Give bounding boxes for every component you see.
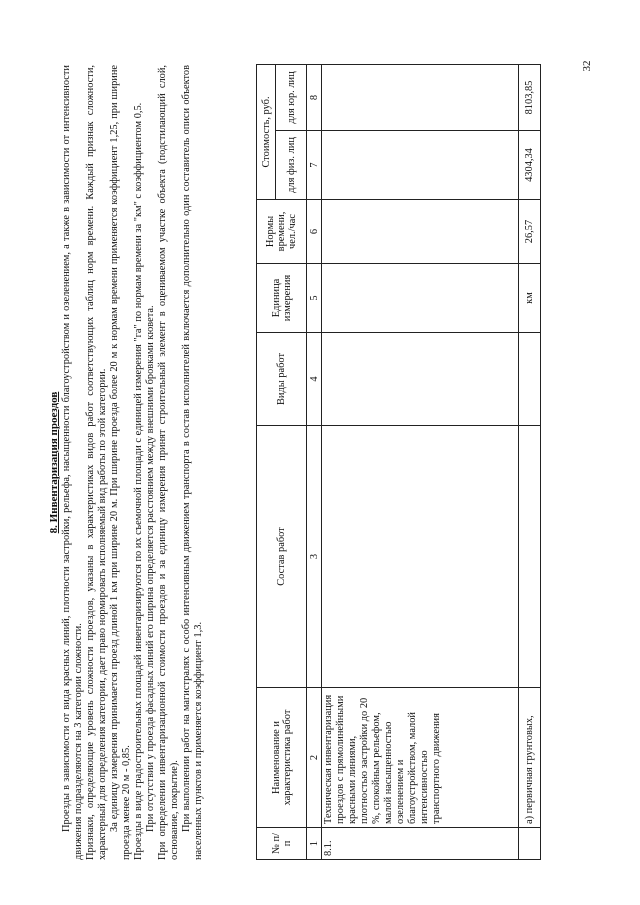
row-name: а) первичная грунтовых, bbox=[519, 688, 541, 828]
header-num: № п/п bbox=[257, 828, 307, 860]
column-number: 1 bbox=[307, 828, 321, 860]
row-unit: км bbox=[519, 264, 541, 333]
header-name: Наименование и характеристика работ bbox=[257, 688, 307, 828]
paragraph-cost: При определении инвентаризационной стоимости проездов и за единицу измерения принят строительный элемент в оцениваемом участке объекта (подстилающий слой, основание, покрытие). bbox=[157, 65, 180, 860]
table-row bbox=[519, 64, 541, 859]
paragraph-squares: Проезды в виде градостроительных площадей инвентаризируются по их съемочной площади с единицей измерения "га" по нормам времени за "км" с коэффициентом 0,5. bbox=[133, 102, 144, 860]
column-number: 4 bbox=[307, 333, 321, 426]
row-composition bbox=[519, 426, 541, 688]
header-cost-jur: для юр. лиц bbox=[276, 64, 307, 130]
header-types: Виды работ bbox=[257, 333, 307, 426]
column-number: 3 bbox=[307, 426, 321, 688]
header-unit: Единица измерения bbox=[257, 264, 307, 333]
row-norms: 26,57 bbox=[519, 200, 541, 264]
header-cost-phys: для физ. лиц bbox=[276, 131, 307, 200]
row-types bbox=[321, 333, 519, 426]
column-number: 5 bbox=[307, 264, 321, 333]
paragraph-categories: Проезды в зависимости от вида красных линий, плотности застройки, рельефа, насыщенности благоустройством и озеленением, а также в зависимости от интенсивности движения подразделяются на 3 категории сложности. bbox=[61, 65, 84, 860]
row-norms bbox=[321, 200, 519, 264]
row-name: Техническая инвентаризация проездов с прямолинейными красными линиями, плотностью застройки до 20 %, спокойным рельефом, малой насыщенностью озеленением и благоустройством, малой интенсивностью транспортного движения bbox=[321, 688, 519, 828]
column-number: 6 bbox=[307, 200, 321, 264]
paragraph-criteria: Признаки, определяющие уровень сложности проездов, указаны в характеристиках видов работ соответствующих таблиц норм времени. Каждый признак сложности, характерный для определения категории, дает право нормировать исполняемый вид работы по этой категории. bbox=[85, 65, 108, 860]
header-cost-group: Стоимость, руб. bbox=[257, 64, 276, 199]
header-composition: Состав работ bbox=[257, 426, 307, 688]
row-num: 8.1. bbox=[321, 828, 519, 860]
row-composition bbox=[321, 426, 519, 688]
row-types bbox=[519, 333, 541, 426]
column-number: 8 bbox=[307, 64, 321, 130]
paragraph-unit: За единицу измерения принимается проезд длиной 1 км при ширине 20 м. При ширине проезда более 20 м к нормам времени применяется коэффициент 1,25, при ширине проезда менее 20 м - 0,85. bbox=[109, 65, 132, 860]
page-number: 32 bbox=[581, 60, 593, 72]
section-text bbox=[48, 65, 253, 860]
paragraph-no-facade: При отсутствии у проезда фасадных линий его ширина определяется расстоянием между внешними бровками кювета. bbox=[145, 305, 156, 832]
row-cost-phys bbox=[321, 131, 519, 200]
row-cost-jur bbox=[321, 64, 519, 130]
row-num bbox=[519, 828, 541, 860]
header-norms: Нормы времени, чел./час bbox=[257, 200, 307, 264]
section-title: 8. Инвентаризация проездов bbox=[48, 391, 60, 534]
column-numbers-row bbox=[307, 64, 321, 859]
paragraph-highways: При выполнении работ на магистралях с особо интенсивным движением транспорта в состав исполнителей включается дополнительно один составитель описи объектов населенных пунктов и применяется коэффициент 1,3. bbox=[181, 65, 204, 860]
table-row bbox=[321, 64, 519, 859]
row-cost-phys: 4304,34 bbox=[519, 131, 541, 200]
column-number: 2 bbox=[307, 688, 321, 828]
row-cost-jur: 8103,85 bbox=[519, 64, 541, 130]
rotated-page-content bbox=[48, 65, 543, 860]
norms-table bbox=[256, 64, 541, 860]
row-unit bbox=[321, 264, 519, 333]
column-number: 7 bbox=[307, 131, 321, 200]
